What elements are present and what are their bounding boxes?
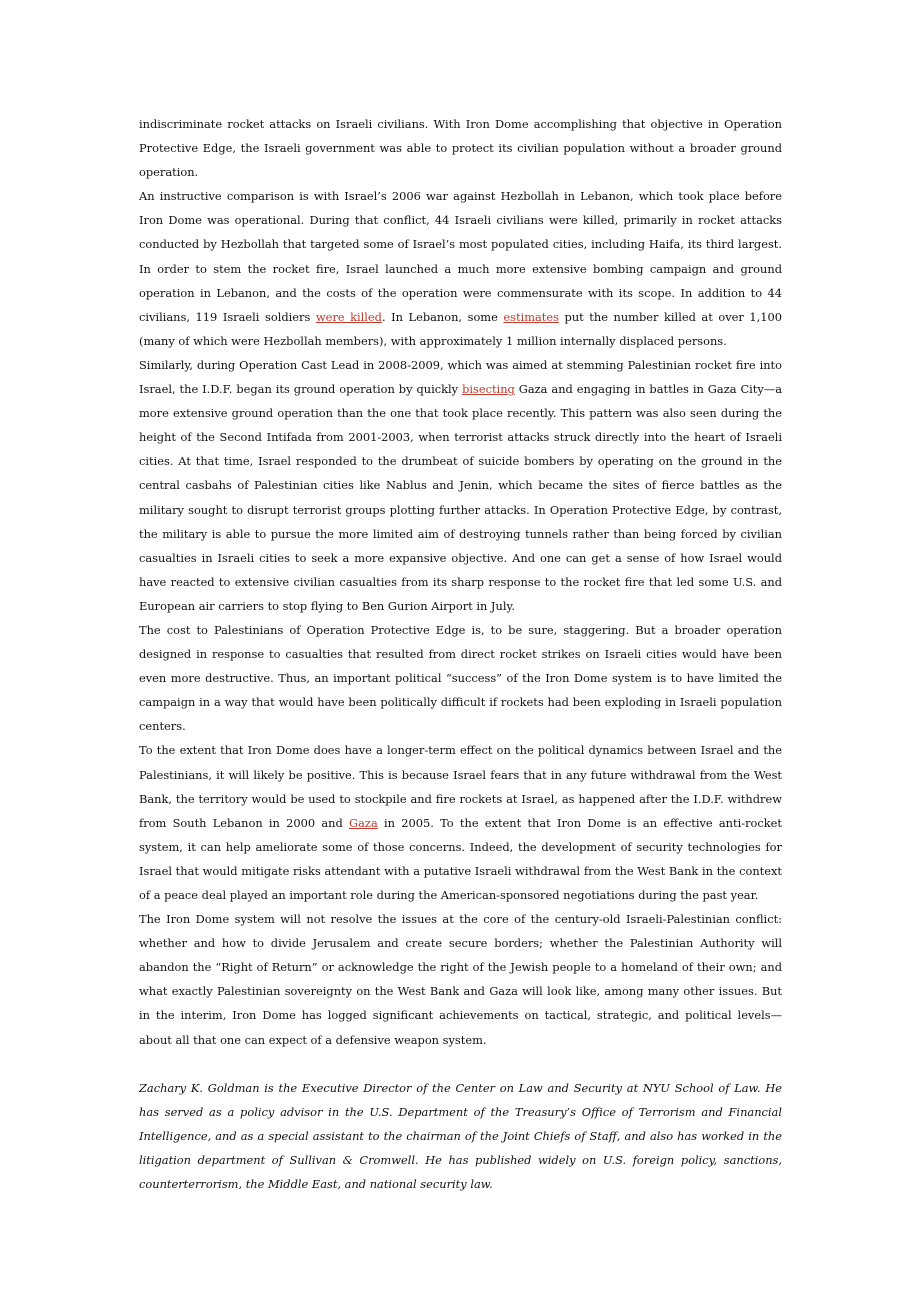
paragraph-text: To the extent that Iron Dome does have a longer-term effect on the political dynamics between Israel and the Palestinians, it will likely be positive. This is because Israel fears that in any future withdrawal from the West Bank, the territory would be used to stockpile and fire rockets at Israel, as happened after the I.D.F. withdrew from South Lebanon in 2000 and [139, 743, 782, 830]
author-bio: Zachary K. Goldman is the Executive Director of the Center on Law and Security at NYU School of Law. He has served as a policy advisor in the U.S. Department of the Treasury’s Office of Terrorism and Financial Intelligence, and as a special assistant to the chairman of the Joint Chiefs of Staff, and also has worked in the litigation department of Sullivan & Cromwell. He has published widely on U.S. foreign policy, sanctions, counterterrorism, the Middle East, and national security law. [139, 1080, 782, 1192]
article-paragraph [139, 618, 782, 738]
paragraph-text: The cost to Palestinians of Operation Protective Edge is, to be sure, staggering. But a broader operation designed in response to casualties that resulted from direct rocket strikes on Israeli cities would have been even more destructive. Thus, an important political “success” of the Iron Dome system is to have limited the campaign in a way that would have been politically difficult if rockets had been exploding in Israeli population centers. [139, 622, 782, 734]
article-body [139, 112, 782, 1196]
paragraph-text: . In Lebanon, some [381, 309, 504, 324]
article-paragraph [139, 184, 782, 353]
link-estimates[interactable]: estimates [503, 309, 559, 324]
paragraph-text: in 2005. To the extent that Iron Dome is an effective anti-rocket system, it can help ameliorate some of those concerns. Indeed, the development of security technologies for Israel that would mitigate risks attendant with a putative Israeli withdrawal from the West Bank in the context of a peace deal played an important role during the American-sponsored negotiations during the past year. [139, 815, 782, 902]
link-were-killed[interactable]: were killed [315, 309, 382, 324]
article-paragraph [139, 738, 782, 907]
article-paragraphs [139, 112, 782, 1052]
paragraph-text: put the number killed at over 1,100 (many of which were Hezbollah members), with approximately 1 million internally displaced persons. [139, 309, 782, 348]
paragraph-text: Similarly, during Operation Cast Lead in 2008-2009, which was aimed at stemming Palestinian rocket fire into Israel, the I.D.F. began its ground operation by quickly [139, 357, 782, 397]
paragraph-text: The Iron Dome system will not resolve the issues at the core of the century-old Israeli-Palestinian conflict: whether and how to divide Jerusalem and create secure borders; whether the Palestinian Authority will abandon the “Right of Return” or acknowledge the right of the Jewish people to a homeland of their own; and what exactly Palestinian sovereignty on the West Bank and Gaza will look like, among many other issues. But in the interim, Iron Dome has logged significant achievements on tactical, strategic, and political levels—about all that one can expect of a defensive weapon system. [139, 912, 782, 1047]
paragraph-text: Gaza and engaging in battles in Gaza City—a more extensive ground operation than the one that took place recently. This pattern was also seen during the height of the Second Intifada from 2001-2003, when terrorist attacks struck directly into the heart of Israeli cities. At that time, Israel responded to the drumbeat of suicide bombers by operating on the ground in the central casbahs of Palestinian cities like Nablus and Jenin, which became the sites of fierce battles as the military sought to disrupt terrorist groups plotting further attacks. In Operation Protective Edge, by contrast, the military is able to pursue the more limited aim of destroying tunnels rather than being forced by civilian casualties in Israeli cities to seek a more expansive objective. And one can get a sense of how Israel would have reacted to extensive civilian casualties from its sharp response to the rocket fire that led some U.S. and European air carriers to stop flying to Ben Gurion Airport in July. [139, 382, 782, 613]
paragraph-text: indiscriminate rocket attacks on Israeli civilians. With Iron Dome accomplishing that objective in Operation Protective Edge, the Israeli government was able to protect its civilian population without a broader ground operation. [139, 117, 782, 180]
link-gaza[interactable]: Gaza [349, 815, 378, 830]
link-bisecting[interactable]: bisecting [462, 382, 515, 397]
article-paragraph [139, 353, 782, 618]
article-paragraph [139, 112, 782, 184]
paragraph-text: An instructive comparison is with Israel’s 2006 war against Hezbollah in Lebanon, which took place before Iron Dome was operational. During that conflict, 44 Israeli civilians were killed, primarily in rocket attacks conducted by Hezbollah that targeted some of Israel’s most populated cities, including Haifa, its third largest. In order to stem the rocket fire, Israel launched a much more extensive bombing campaign and ground operation in Lebanon, and the costs of the operation were commensurate with its scope. In addition to 44 civilians, 119 Israeli soldiers [139, 189, 782, 324]
article-paragraph [139, 907, 782, 1052]
